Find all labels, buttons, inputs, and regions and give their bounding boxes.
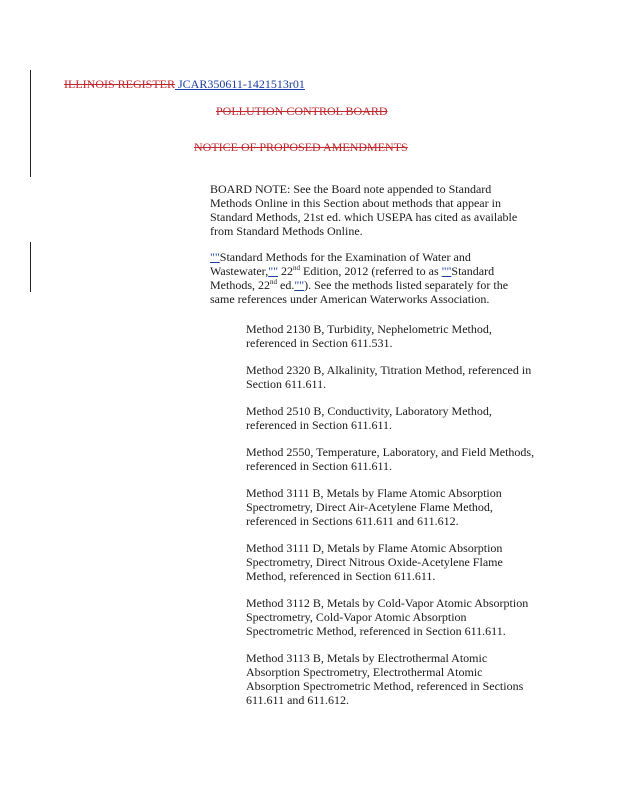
list-item: Method 3111 B, Metals by Flame Atomic Absorption Spectrometry, Direct Air-Acetylene Flame Method, referenced in Sections 611.611 and 611.612. (246, 486, 502, 528)
list-item: Method 2320 B, Alkalinity, Titration Method, referenced in Section 611.611. (246, 363, 532, 391)
inserted-jcar-code: JCAR350611-1421513r01 (175, 77, 305, 91)
board-title: POLLUTION CONTROL BOARD (216, 104, 388, 118)
list-item: Method 3113 B, Metals by Electrothermal Atomic Absorption Spectrometry, Electrothermal Atomic Absorption Spectrometric Method, referenced in Sections 611.611 and 611.612. (246, 651, 524, 707)
board-note-text: BOARD NOTE: See the Board note appended to Standard Methods Online in this Section about methods that appear in Standard Methods, 21st ed. which USEPA has cited as available from Standard Methods Online. (210, 182, 518, 238)
deleted-register-text: ILLINOIS REGISTER (64, 77, 175, 91)
standard-methods-reference: ""Standard Methods for the Examination of Water and Wastewater,"" 22nd Edition, 2012 (referred to as ""Standard Methods, 22nd ed.""). See the methods listed separately for the same references under American Waterworks Association. (210, 250, 509, 306)
list-item: Method 2510 B, Conductivity, Laboratory Method, referenced in Section 611.611. (246, 404, 492, 432)
board-note (210, 182, 522, 238)
inserted-marker: "" (210, 250, 220, 264)
list-item: Method 2130 B, Turbidity, Nephelometric Method, referenced in Section 611.531. (246, 322, 492, 350)
inserted-marker: "" (268, 264, 278, 278)
inserted-marker: "" (294, 278, 305, 292)
revision-bar (30, 70, 31, 177)
notice-title: NOTICE OF PROPOSED AMENDMENTS (194, 140, 408, 154)
revision-bar (30, 242, 31, 292)
list-item: Method 3112 B, Metals by Cold-Vapor Atomic Absorption Spectrometry, Cold-Vapor Atomic Absorption Spectrometric Method, referenced in Section 611.611. (246, 596, 529, 638)
list-item: Method 2550, Temperature, Laboratory, and Field Methods, referenced in Section 611.611. (246, 445, 535, 473)
header-register-line (64, 77, 305, 92)
inserted-marker: "" (441, 264, 452, 278)
method-list (246, 322, 536, 720)
list-item: Method 3111 D, Metals by Flame Atomic Absorption Spectrometry, Direct Nitrous Oxide-Acetylene Flame Method, referenced in Section 611.611. (246, 541, 503, 583)
